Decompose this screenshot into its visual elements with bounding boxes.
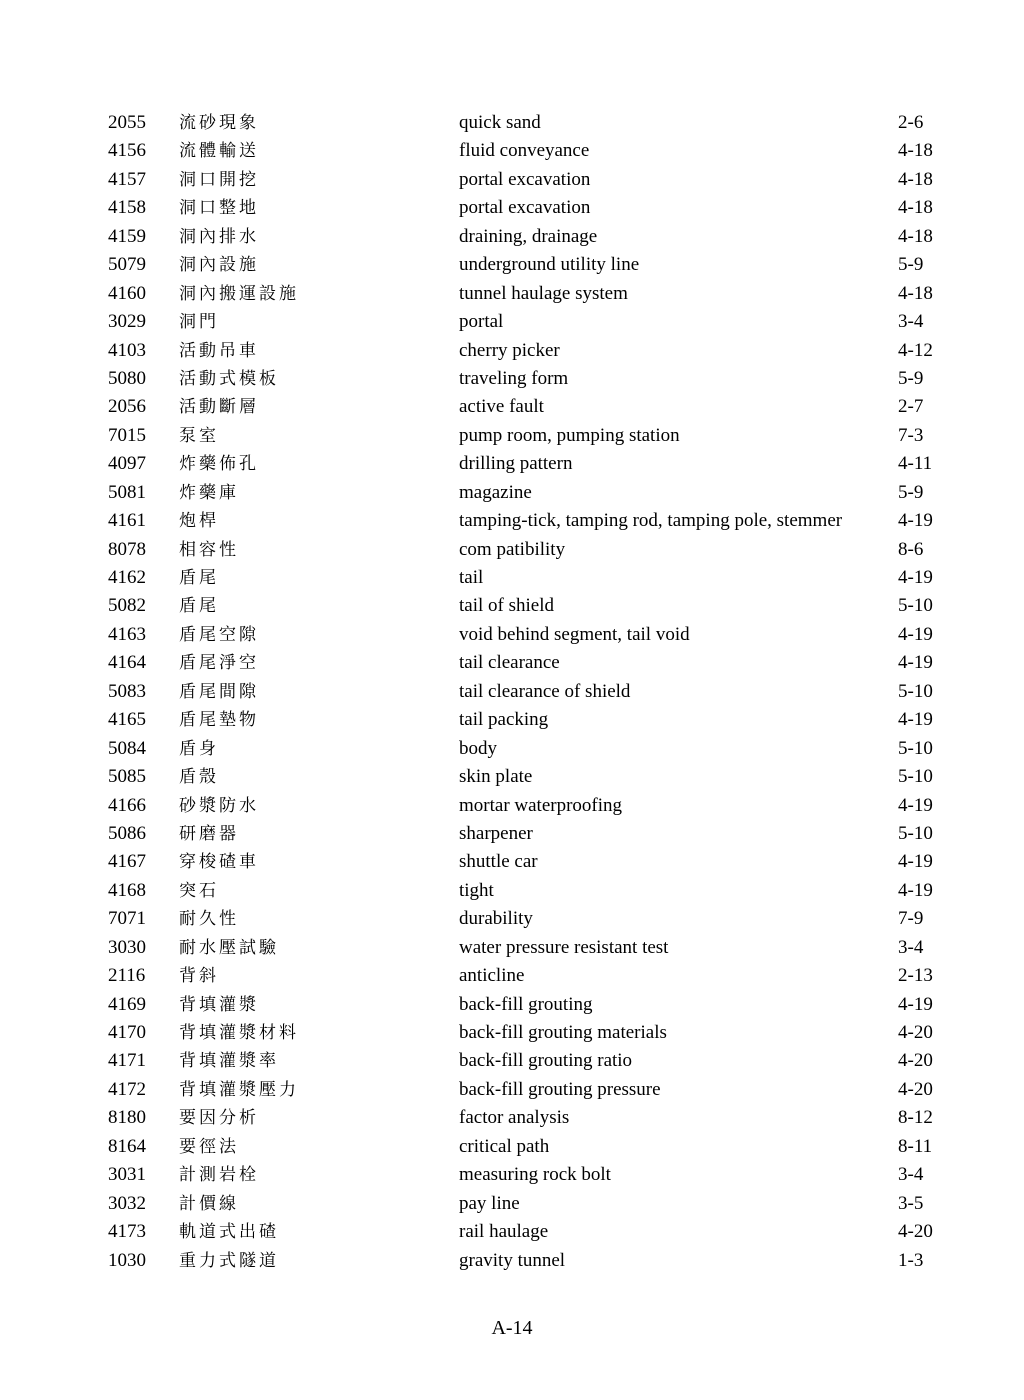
term-english: shuttle car [459,851,538,873]
glossary-row [108,678,948,706]
term-code: 3030 [108,936,146,958]
term-code: 1030 [108,1249,146,1271]
term-chinese: 炸藥佈孔 [179,454,259,475]
term-reference: 4-20 [898,1022,933,1043]
term-chinese: 要因分析 [179,1108,259,1129]
term-english: tunnel haulage system [459,282,628,304]
term-english: anticline [459,965,525,987]
term-chinese: 重力式隧道 [179,1250,279,1271]
term-english: rail haulage [459,1221,549,1243]
term-code: 4159 [108,225,146,247]
term-chinese: 計價線 [179,1193,239,1214]
term-english: sharpener [459,822,533,844]
glossary-row [108,905,948,933]
term-english: back-fill grouting materials [459,1022,667,1043]
glossary-row [108,109,948,137]
term-code: 3029 [108,311,146,333]
term-reference: 4-18 [898,168,933,190]
term-chinese: 背填灌漿壓力 [179,1079,299,1100]
term-reference: 4-19 [898,567,933,588]
term-english: fluid conveyance [459,140,590,162]
term-chinese: 盾身 [179,738,219,759]
term-reference: 4-19 [898,794,933,816]
term-chinese: 洞口開挖 [179,169,259,190]
glossary-row [108,1047,948,1075]
term-code: 4103 [108,339,146,361]
term-code: 7071 [108,908,146,930]
term-chinese: 盾尾空隙 [179,624,259,645]
term-reference: 4-18 [898,225,933,247]
glossary-row [108,848,948,876]
term-reference: 4-19 [898,652,933,674]
glossary-row [108,564,948,592]
term-english: tail [459,567,484,588]
term-reference: 7-3 [898,424,924,446]
term-english: drilling pattern [459,453,573,475]
term-reference: 8-6 [898,538,924,560]
glossary-row [108,479,948,507]
term-code: 8078 [108,538,146,560]
glossary-row [108,1190,948,1218]
term-english: durability [459,908,533,930]
glossary-row [108,1247,948,1275]
term-english: portal excavation [459,197,591,219]
glossary-row [108,251,948,279]
term-chinese: 背斜 [179,966,219,987]
term-reference: 4-19 [898,510,933,532]
term-english: portal [459,311,504,333]
glossary-row [108,763,948,791]
term-code: 5080 [108,367,146,389]
term-code: 5079 [108,254,146,276]
term-code: 8180 [108,1107,146,1129]
term-english: factor analysis [459,1107,570,1129]
term-reference: 4-19 [898,623,933,645]
glossary-row [108,365,948,393]
term-chinese: 相容性 [179,539,239,560]
term-code: 4163 [108,623,146,645]
glossary-row [108,166,948,194]
term-reference: 5-10 [898,595,933,617]
term-english: draining, drainage [459,225,598,247]
term-code: 3032 [108,1192,146,1214]
term-english: active fault [459,396,544,418]
glossary-table [108,109,948,1275]
term-chinese: 炸藥庫 [179,482,239,503]
term-english: tail of shield [459,595,554,617]
term-chinese: 盾尾淨空 [179,653,259,674]
glossary-row [108,820,948,848]
glossary-row [108,1076,948,1104]
term-reference: 5-9 [898,254,924,276]
term-chinese: 研磨器 [179,823,239,844]
term-english: critical path [459,1135,550,1157]
term-chinese: 洞口整地 [179,198,259,219]
term-reference: 3-5 [898,1192,924,1214]
glossary-row [108,991,948,1019]
term-english: underground utility line [459,254,640,276]
term-reference: 5-10 [898,822,933,844]
glossary-row [108,735,948,763]
term-chinese: 盾殼 [179,767,219,788]
term-code: 2055 [108,112,146,133]
term-code: 5084 [108,737,146,759]
glossary-row [108,507,948,535]
term-reference: 4-19 [898,993,933,1015]
term-chinese: 突石 [179,880,219,901]
term-english: measuring rock bolt [459,1164,611,1186]
term-reference: 2-13 [898,965,933,987]
term-code: 5085 [108,766,146,788]
term-chinese: 背填灌漿材料 [179,1023,299,1043]
term-code: 4172 [108,1078,146,1100]
term-english: tight [459,879,494,901]
term-chinese: 背填灌漿率 [179,1051,279,1072]
term-reference: 2-7 [898,396,924,418]
term-code: 4157 [108,168,146,190]
term-reference: 5-9 [898,481,924,503]
term-reference: 4-18 [898,197,933,219]
glossary-row [108,792,948,820]
term-reference: 4-20 [898,1221,933,1243]
term-reference: 5-10 [898,680,933,702]
term-chinese: 炮桿 [179,511,219,532]
term-code: 5082 [108,595,146,617]
glossary-row [108,877,948,905]
term-reference: 5-9 [898,367,924,389]
glossary-row [108,1133,948,1161]
glossary-row [108,194,948,222]
term-code: 4173 [108,1221,146,1243]
glossary-row [108,1218,948,1246]
term-reference: 4-18 [898,282,933,304]
term-english: magazine [459,481,532,503]
term-reference: 4-18 [898,140,933,162]
term-chinese: 活動式模板 [179,368,279,389]
term-reference: 5-10 [898,766,933,788]
term-chinese: 軌道式出碴 [179,1222,279,1243]
term-code: 5083 [108,680,146,702]
term-english: skin plate [459,766,533,788]
term-english: back-fill grouting pressure [459,1078,661,1100]
glossary-row [108,280,948,308]
glossary-row [108,393,948,421]
term-chinese: 耐水壓試驗 [179,937,279,958]
term-chinese: 活動吊車 [179,340,259,361]
term-code: 7015 [108,424,146,446]
term-reference: 3-4 [898,1164,924,1186]
term-code: 4097 [108,453,146,475]
term-english: back-fill grouting ratio [459,1050,633,1072]
term-reference: 4-11 [898,453,933,475]
glossary-row [108,621,948,649]
glossary-row [108,1019,948,1047]
term-code: 2056 [108,396,146,418]
glossary-row [108,450,948,478]
term-reference: 8-11 [898,1135,933,1157]
term-english: portal excavation [459,168,591,190]
glossary-row [108,422,948,450]
term-english: body [459,737,497,759]
term-reference: 4-20 [898,1050,933,1072]
term-english: water pressure resistant test [459,936,669,958]
term-chinese: 盾尾間隙 [179,681,259,702]
term-code: 4165 [108,709,146,731]
term-chinese: 計測岩栓 [179,1165,259,1186]
term-reference: 5-10 [898,737,933,759]
term-english: traveling form [459,367,569,389]
glossary-row [108,934,948,962]
glossary-row [108,223,948,251]
term-chinese: 泵室 [179,425,219,446]
term-english: mortar waterproofing [459,794,623,816]
term-code: 8164 [108,1135,146,1157]
term-reference: 4-19 [898,709,933,731]
term-reference: 3-4 [898,936,924,958]
term-chinese: 流體輸送 [179,141,259,162]
glossary-row [108,308,948,336]
term-chinese: 盾尾墊物 [179,710,259,731]
term-reference: 7-9 [898,908,924,930]
glossary-row [108,1104,948,1132]
glossary-row [108,137,948,165]
term-reference: 4-20 [898,1078,933,1100]
term-chinese: 耐久性 [179,909,239,930]
term-chinese: 洞內搬運設施 [179,283,299,304]
term-code: 4168 [108,879,146,901]
term-english: pump room, pumping station [459,424,680,446]
term-reference: 2-6 [898,112,924,133]
term-code: 4161 [108,510,146,532]
term-chinese: 洞內設施 [179,255,259,276]
term-code: 4160 [108,282,146,304]
glossary-row [108,337,948,365]
term-reference: 3-4 [898,311,924,333]
term-code: 5081 [108,481,146,503]
term-english: quick sand [459,112,541,133]
term-code: 3031 [108,1164,146,1186]
term-reference: 4-19 [898,851,933,873]
term-chinese: 洞門 [179,312,219,333]
term-code: 4167 [108,851,146,873]
term-chinese: 穿梭碴車 [179,852,259,873]
term-chinese: 背填灌漿 [179,994,259,1015]
term-chinese: 盾尾 [179,568,219,588]
term-code: 4162 [108,567,146,588]
glossary-row [108,592,948,620]
term-english: com patibility [459,538,566,560]
glossary-row [108,536,948,564]
term-reference: 1-3 [898,1249,924,1271]
term-english: pay line [459,1192,520,1214]
term-code: 5086 [108,822,146,844]
term-code: 4164 [108,652,146,674]
term-english: tail clearance [459,652,560,674]
term-chinese: 活動斷層 [179,397,259,418]
term-chinese: 盾尾 [179,596,219,617]
term-english: tail clearance of shield [459,680,631,702]
term-code: 2116 [108,965,146,987]
term-chinese: 流砂現象 [179,113,259,133]
term-english: tail packing [459,709,549,731]
term-english: gravity tunnel [459,1249,566,1271]
term-chinese: 洞內排水 [179,226,259,247]
term-code: 4158 [108,197,146,219]
term-code: 4170 [108,1022,146,1043]
glossary-row [108,706,948,734]
glossary-row [108,1161,948,1189]
term-code: 4166 [108,794,146,816]
term-english: cherry picker [459,339,560,361]
glossary-row [108,962,948,990]
term-reference: 8-12 [898,1107,933,1129]
page-number: A-14 [491,1317,533,1339]
term-code: 4156 [108,140,146,162]
term-reference: 4-19 [898,879,933,901]
term-english: back-fill grouting [459,993,593,1015]
term-reference: 4-12 [898,339,933,361]
term-english: void behind segment, tail void [459,623,690,645]
term-english: tamping-tick, tamping rod, tamping pole, stemmer [459,510,843,532]
term-chinese: 砂漿防水 [179,795,259,816]
term-chinese: 要徑法 [179,1136,239,1157]
glossary-row [108,649,948,677]
term-code: 4169 [108,993,146,1015]
term-code: 4171 [108,1050,146,1072]
